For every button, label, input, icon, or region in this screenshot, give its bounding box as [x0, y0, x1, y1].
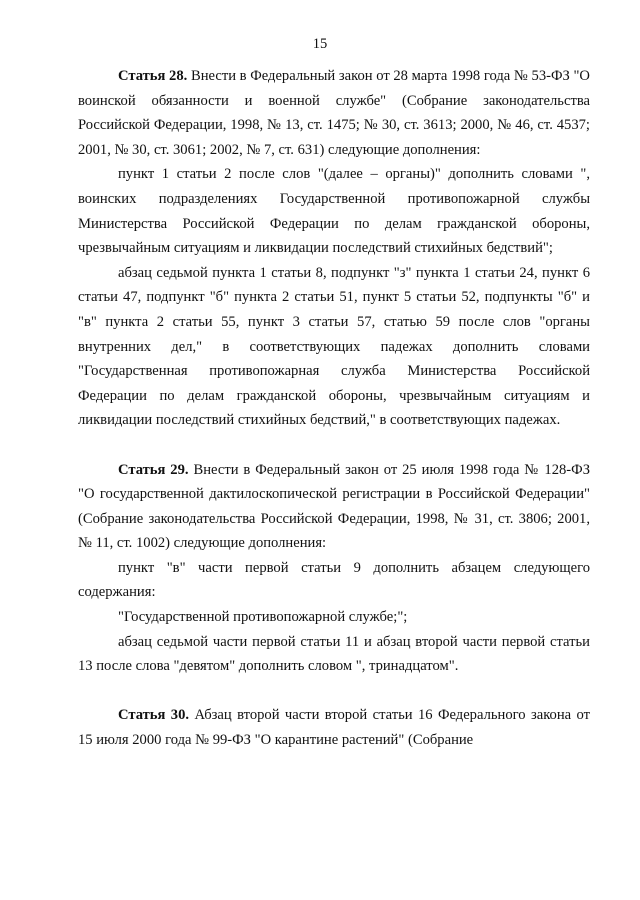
article-28-intro-text: Внести в Федеральный закон от 28 марта 1998 года № 53-ФЗ "О воинской обязанности и военной службе" (Собрание законодательства Российской Федерации, 1998, № 13, ст. 1475; № 30, ст. 3613; 2000, № 46, ст. 4537; 2001, № 30, ст. 3061; 2002, № 7, ст. 631) следующие дополнения:	[78, 68, 590, 158]
article-28-title: Статья 28.	[118, 68, 188, 84]
article-29-paragraph-3: абзац седьмой части первой статьи 11 и абзац второй части первой статьи 13 после слова "девятом" дополнить словом ", тринадцатом".	[78, 633, 590, 675]
article-29-paragraph-1: пункт "в" части первой статьи 9 дополнить абзацем следующего содержания:	[78, 559, 590, 601]
page-number: 15	[312, 36, 328, 52]
article-28-paragraph-2: абзац седьмой пункта 1 статьи 8, подпункт "з" пункта 1 статьи 24, пункт 6 статьи 47, подпункт "б" пункта 2 статьи 51, пункт 5 статьи 52, подпункты "б" и "в" пункта 2 статьи 55, пункт 3 статьи 57, статью 59 после слов "органы внутренних дел," в соответствующих падежах дополнить словами "Государственная противопожарная служба Министерства Российской Федерации по делам гражданской обороны, чрезвычайным ситуациям и ликвидации последствий стихийных бедствий," в соответствующих падежах.	[78, 264, 590, 429]
article-30-intro	[78, 703, 590, 752]
article-29-title: Статья 29.	[118, 461, 189, 478]
article-28-paragraph-1: пункт 1 статьи 2 после слов "(далее – органы)" дополнить словами ", воинских подразделениях Государственной противопожарной службы Министерства Российской Федерации по делам гражданской обороны, чрезвычайным ситуациям и ликвидации последствий стихийных бедствий";	[78, 166, 590, 257]
article-28-intro	[78, 64, 590, 162]
article-29-intro	[78, 458, 590, 556]
article-30-title: Статья 30.	[118, 707, 190, 724]
article-29-intro-text: Внести в Федеральный закон от 25 июля 1998 года № 128-ФЗ "О государственной дактилоскопической регистрации в Российской Федерации" (Собрание законодательства Российской Федерации, 1998, № 31, ст. 3806; 2001, № 11, ст. 1002) следующие дополнения:	[78, 461, 590, 552]
document-body	[78, 64, 590, 753]
article-29-paragraph-2: "Государственной противопожарной службе;";	[118, 609, 408, 626]
article-30-intro-text: Абзац второй части второй статьи 16 Федерального закона от 15 июля 2000 года № 99-ФЗ "О карантине растений" (Собрание	[78, 707, 590, 749]
